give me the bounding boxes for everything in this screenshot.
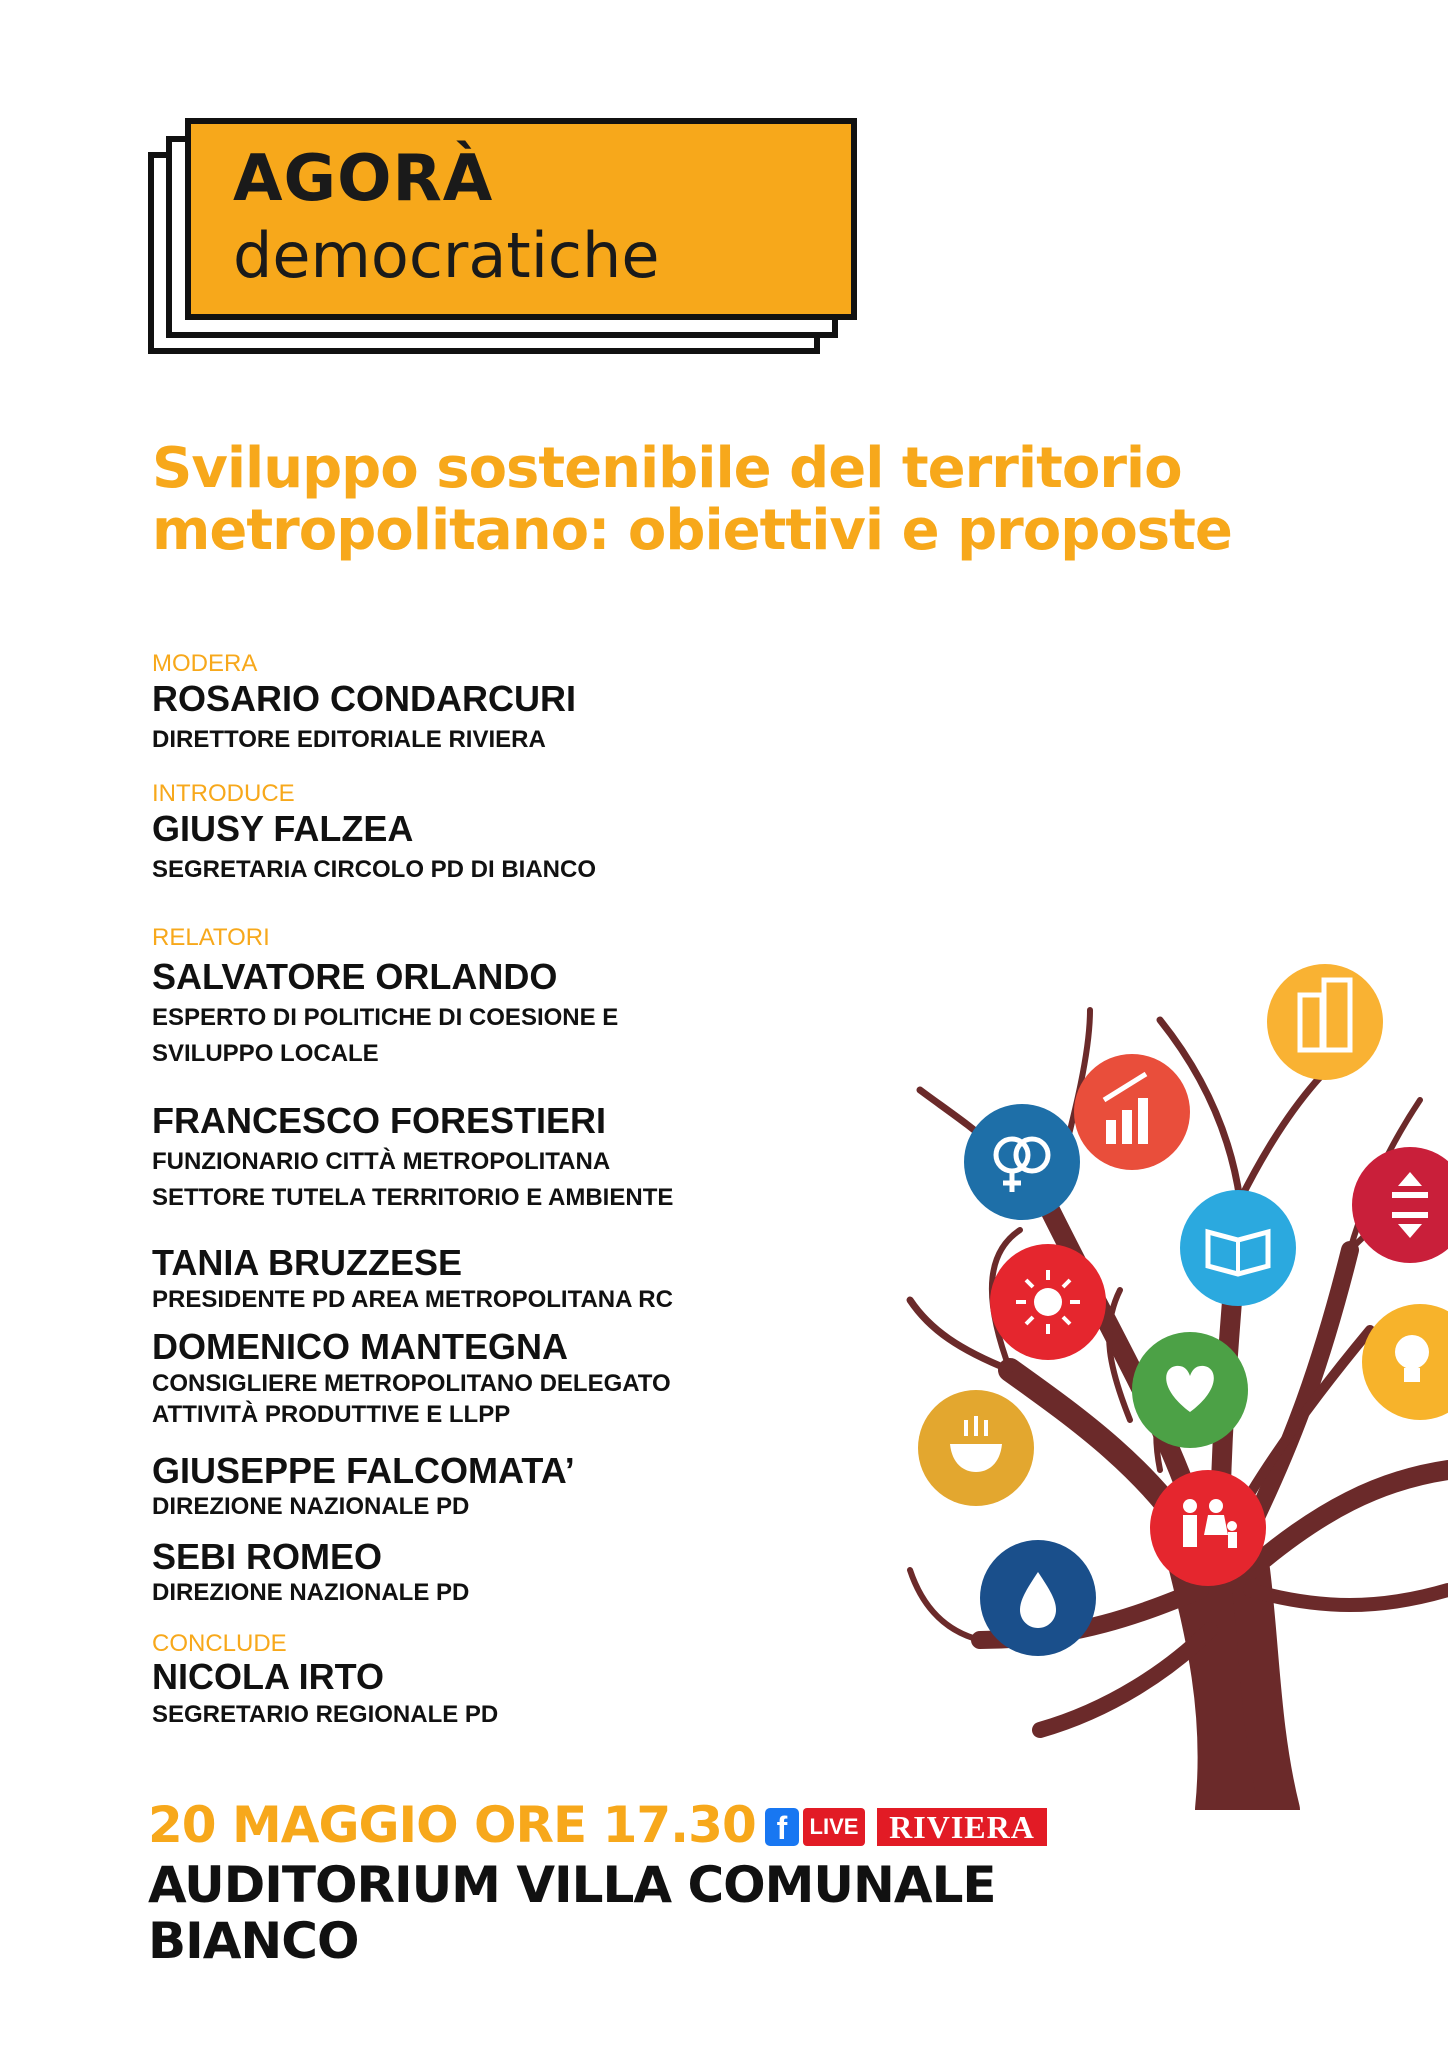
sdg-tree-illustration	[900, 950, 1448, 1810]
headline	[152, 438, 1332, 562]
headline-line-1: Sviluppo sostenibile del territorio	[152, 436, 1182, 501]
headline-line-2: metropolitano: obiettivi e proposte	[152, 498, 1232, 563]
speaker-name: FRANCESCO FORESTIERI	[152, 1100, 607, 1141]
role-introduce: INTRODUCE	[152, 780, 295, 807]
speaker-desc: FUNZIONARIO CITTÀ METROPOLITANA	[152, 1148, 611, 1175]
health-heart-icon	[1132, 1332, 1248, 1448]
speaker-name: SEBI ROMEO	[152, 1536, 383, 1577]
speaker-desc: PRESIDENTE PD AREA METROPOLITANA RC	[152, 1286, 673, 1313]
speaker-desc: SVILUPPO LOCALE	[152, 1040, 379, 1067]
facebook-icon: f	[765, 1808, 799, 1846]
event-date: 20 MAGGIO ORE 17.30	[148, 1796, 756, 1854]
speaker-name: NICOLA IRTO	[152, 1656, 384, 1697]
speaker-desc: CONSIGLIERE METROPOLITANO DELEGATO	[152, 1370, 671, 1397]
buildings-icon	[1267, 964, 1383, 1080]
speaker-desc: SETTORE TUTELA TERRITORIO E AMBIENTE	[152, 1184, 674, 1211]
food-bowl-icon	[918, 1390, 1034, 1506]
lightbulb-icon	[1362, 1304, 1448, 1420]
event-venue-line-2: BIANCO	[148, 1912, 359, 1970]
education-book-icon	[1180, 1190, 1296, 1306]
speaker-name: ROSARIO CONDARCURI	[152, 678, 577, 719]
sun-energy-icon	[990, 1244, 1106, 1360]
speaker-desc: ATTIVITÀ PRODUTTIVE E LLPP	[152, 1401, 511, 1428]
speaker-name: TANIA BRUZZESE	[152, 1242, 462, 1283]
reduced-inequality-icon	[1352, 1147, 1448, 1263]
logo-subtitle: democratiche	[233, 219, 660, 292]
speaker-name: DOMENICO MANTEGNA	[152, 1326, 568, 1367]
speaker-name: SALVATORE ORLANDO	[152, 956, 558, 997]
speaker-desc: ESPERTO DI POLITICHE DI COESIONE E	[152, 1004, 619, 1031]
water-drop-icon	[980, 1540, 1096, 1656]
riviera-logo: RIVIERA	[877, 1808, 1047, 1846]
gender-equality-icon	[964, 1104, 1080, 1220]
speaker-name: GIUSEPPE FALCOMATA’	[152, 1450, 575, 1491]
speaker-desc: SEGRETARIA CIRCOLO PD DI BIANCO	[152, 856, 597, 883]
logo-title: AGORÀ	[233, 142, 494, 216]
role-conclude: CONCLUDE	[152, 1630, 287, 1657]
speaker-desc: DIRETTORE EDITORIALE RIVIERA	[152, 726, 546, 753]
speaker-desc: SEGRETARIO REGIONALE PD	[152, 1701, 499, 1728]
speaker-desc: DIREZIONE NAZIONALE PD	[152, 1579, 470, 1606]
speaker-name: GIUSY FALZEA	[152, 808, 414, 849]
role-modera: MODERA	[152, 650, 258, 677]
logo-front-sheet	[185, 118, 857, 320]
role-relatori: RELATORI	[152, 924, 270, 951]
family-icon	[1150, 1470, 1266, 1586]
live-label: LIVE	[803, 1808, 865, 1846]
event-venue-line-1: AUDITORIUM VILLA COMUNALE	[148, 1856, 996, 1914]
growth-chart-icon	[1074, 1054, 1190, 1170]
speaker-desc: DIREZIONE NAZIONALE PD	[152, 1493, 470, 1520]
